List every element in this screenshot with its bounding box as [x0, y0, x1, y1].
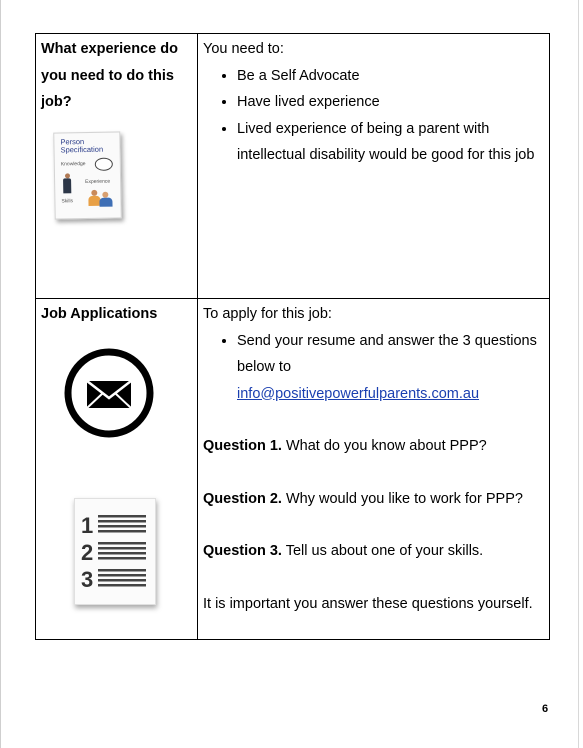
- experience-intro: You need to:: [203, 41, 284, 57]
- page-number: 6: [542, 703, 549, 715]
- list-number: 2: [81, 539, 94, 565]
- send-resume-text: Send your resume and answer the 3 questions below to: [237, 332, 537, 375]
- card-skills-label: Skills: [61, 197, 74, 204]
- applications-intro: To apply for this job:: [203, 306, 332, 322]
- info-table: [35, 33, 550, 640]
- page-edge: [0, 0, 1, 748]
- experience-heading: What experience do you need to do this job?: [41, 41, 178, 110]
- experience-row: [36, 34, 550, 299]
- applications-heading: Job Applications: [41, 306, 158, 322]
- applications-row: [36, 299, 550, 640]
- email-link[interactable]: info@positivepowerfulparents.com.au: [237, 385, 480, 402]
- person-icon: [63, 173, 71, 193]
- list-item: • Have lived experience: [237, 89, 544, 116]
- list-number: 1: [81, 512, 94, 538]
- card-knowledge-label: Knowledge: [60, 160, 86, 167]
- list-item: • Be a Self Advocate: [237, 63, 544, 90]
- question-3: Question 3. Tell us about one of your skills.: [203, 543, 484, 559]
- experience-label-cell: [36, 34, 198, 299]
- people-icon: [88, 188, 112, 208]
- page-edge: [578, 0, 579, 748]
- question-1: Question 1. What do you know about PPP?: [203, 438, 487, 454]
- applications-list: [203, 328, 544, 408]
- closing-note: It is important you answer these questions yourself.: [203, 595, 533, 612]
- experience-content-cell: [198, 34, 550, 299]
- list-number: 3: [81, 566, 94, 592]
- envelope-icon: [63, 347, 155, 439]
- thought-bubble-icon: [95, 157, 113, 170]
- question-2: Question 2. Why would you like to work for PPP?: [203, 490, 523, 507]
- applications-label-cell: [36, 299, 198, 640]
- list-item: [237, 328, 544, 408]
- numbered-list-icon: [74, 498, 156, 605]
- list-item: • Lived experience of being a parent with intellectual disability would be good for this job: [237, 116, 544, 169]
- card-title: Person Specification: [60, 136, 104, 154]
- experience-list: [203, 63, 544, 169]
- applications-content-cell: [198, 299, 550, 640]
- card-experience-label: Experience: [85, 178, 111, 185]
- person-spec-card-icon: [53, 131, 122, 219]
